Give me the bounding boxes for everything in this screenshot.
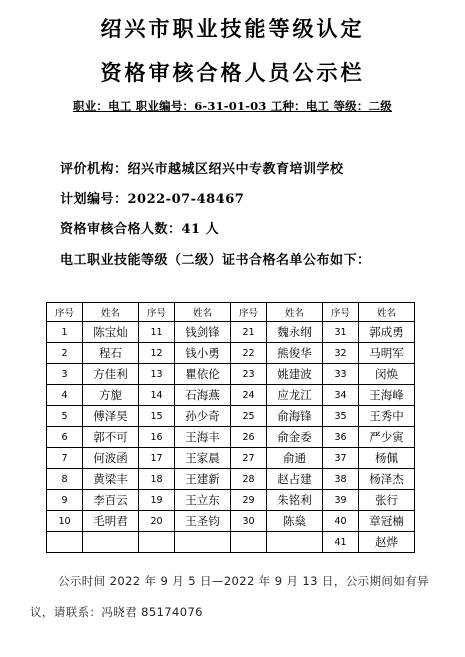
name-cell: 杨泽杰 [359, 469, 415, 490]
serial-number-cell: 23 [231, 364, 267, 385]
serial-number-cell: 28 [231, 469, 267, 490]
serial-number-cell: 39 [323, 490, 359, 511]
name-cell: 朱铭利 [267, 490, 323, 511]
serial-number-cell: 35 [323, 406, 359, 427]
header-cell: 姓名 [267, 303, 323, 322]
table-row [47, 364, 415, 385]
serial-number-cell: 40 [323, 511, 359, 532]
serial-number-cell: 9 [47, 490, 83, 511]
serial-number-cell: 11 [139, 322, 175, 343]
name-cell: 俞金委 [267, 427, 323, 448]
qualified-list-table [46, 302, 415, 553]
name-cell: 俞海锋 [267, 406, 323, 427]
name-cell: 黄梁丰 [83, 469, 139, 490]
header-cell: 序号 [323, 303, 359, 322]
header-cell: 序号 [231, 303, 267, 322]
table-row [47, 406, 415, 427]
name-cell: 马明军 [359, 343, 415, 364]
serial-number-cell: 31 [323, 322, 359, 343]
serial-number-cell [231, 532, 267, 553]
serial-number-cell: 34 [323, 385, 359, 406]
name-cell: 钱小勇 [175, 343, 231, 364]
table-row [47, 322, 415, 343]
serial-number-cell: 3 [47, 364, 83, 385]
header-cell: 姓名 [83, 303, 139, 322]
name-cell: 赵烨 [359, 532, 415, 553]
name-cell: 毛明君 [83, 511, 139, 532]
serial-number-cell: 30 [231, 511, 267, 532]
table-row [47, 385, 415, 406]
serial-number-cell: 2 [47, 343, 83, 364]
page-title: 绍兴市职业技能等级认定 [100, 16, 365, 41]
evaluation-org: 评价机构：绍兴市越城区绍兴中专教育培训学校 [60, 162, 344, 177]
name-cell: 杨佩 [359, 448, 415, 469]
header-cell: 姓名 [175, 303, 231, 322]
table-row [47, 343, 415, 364]
name-cell: 俞通 [267, 448, 323, 469]
name-cell: 王秀中 [359, 406, 415, 427]
name-cell: 王建新 [175, 469, 231, 490]
serial-number-cell [47, 532, 83, 553]
serial-number-cell: 29 [231, 490, 267, 511]
serial-number-cell: 24 [231, 385, 267, 406]
serial-number-cell: 13 [139, 364, 175, 385]
serial-number-cell [139, 532, 175, 553]
serial-number-cell: 16 [139, 427, 175, 448]
name-cell: 严少寅 [359, 427, 415, 448]
serial-number-cell: 22 [231, 343, 267, 364]
table-row [47, 490, 415, 511]
name-cell: 赵占建 [267, 469, 323, 490]
name-cell: 姚建波 [267, 364, 323, 385]
name-cell: 王家晨 [175, 448, 231, 469]
name-cell: 方旎 [83, 385, 139, 406]
name-cell: 陈燊 [267, 511, 323, 532]
header-cell: 序号 [47, 303, 83, 322]
serial-number-cell: 38 [323, 469, 359, 490]
name-cell: 郭不可 [83, 427, 139, 448]
name-cell: 方佳利 [83, 364, 139, 385]
table-row [47, 427, 415, 448]
serial-number-cell: 5 [47, 406, 83, 427]
serial-number-cell: 37 [323, 448, 359, 469]
name-cell: 何波函 [83, 448, 139, 469]
serial-number-cell: 17 [139, 448, 175, 469]
name-cell: 傅泽昊 [83, 406, 139, 427]
table-header-row [47, 303, 415, 322]
name-cell: 瞿依伦 [175, 364, 231, 385]
name-cell [267, 532, 323, 553]
serial-number-cell: 14 [139, 385, 175, 406]
name-cell: 陈宝灿 [83, 322, 139, 343]
header-cell: 序号 [139, 303, 175, 322]
table-row [47, 448, 415, 469]
table-row [47, 532, 415, 553]
serial-number-cell: 21 [231, 322, 267, 343]
notice-period: 公示时间 2022 年 9 月 5 日—2022 年 9 月 13 日，公示期间如有异 [58, 574, 430, 588]
serial-number-cell: 6 [47, 427, 83, 448]
name-cell: 魏永纲 [267, 322, 323, 343]
name-cell: 张行 [359, 490, 415, 511]
qualified-count: 资格审核合格人数：41 人 [60, 222, 220, 237]
occupation-line: 职业：电工 职业编号：6-31-01-03 工种：电工 等级：二级 [73, 99, 392, 113]
table-row [47, 469, 415, 490]
name-cell: 应龙江 [267, 385, 323, 406]
serial-number-cell: 7 [47, 448, 83, 469]
name-cell [83, 532, 139, 553]
table-row [47, 511, 415, 532]
list-intro: 电工职业技能等级（二级）证书合格名单公布如下： [60, 253, 371, 268]
serial-number-cell: 15 [139, 406, 175, 427]
name-cell: 章冠楠 [359, 511, 415, 532]
name-cell: 王圣钧 [175, 511, 231, 532]
plan-number: 计划编号：2022-07-48467 [60, 192, 245, 207]
serial-number-cell: 32 [323, 343, 359, 364]
serial-number-cell: 1 [47, 322, 83, 343]
contact-info: 议，请联系：冯晓君 85174076 [30, 605, 203, 619]
name-cell: 钱剑锋 [175, 322, 231, 343]
serial-number-cell: 27 [231, 448, 267, 469]
serial-number-cell: 20 [139, 511, 175, 532]
name-cell: 石海燕 [175, 385, 231, 406]
page-subtitle: 资格审核合格人员公示栏 [100, 60, 365, 85]
serial-number-cell: 26 [231, 427, 267, 448]
serial-number-cell: 19 [139, 490, 175, 511]
serial-number-cell: 10 [47, 511, 83, 532]
name-cell: 程石 [83, 343, 139, 364]
serial-number-cell: 8 [47, 469, 83, 490]
name-cell: 闵焕 [359, 364, 415, 385]
serial-number-cell: 12 [139, 343, 175, 364]
serial-number-cell: 25 [231, 406, 267, 427]
serial-number-cell: 18 [139, 469, 175, 490]
name-cell: 熊俊华 [267, 343, 323, 364]
name-cell: 王海峰 [359, 385, 415, 406]
serial-number-cell: 41 [323, 532, 359, 553]
name-cell: 王海丰 [175, 427, 231, 448]
name-cell: 李百云 [83, 490, 139, 511]
serial-number-cell: 4 [47, 385, 83, 406]
name-cell: 孙少奇 [175, 406, 231, 427]
serial-number-cell: 36 [323, 427, 359, 448]
name-cell: 王立东 [175, 490, 231, 511]
name-cell: 郭成勇 [359, 322, 415, 343]
serial-number-cell: 33 [323, 364, 359, 385]
header-cell: 姓名 [359, 303, 415, 322]
name-cell [175, 532, 231, 553]
